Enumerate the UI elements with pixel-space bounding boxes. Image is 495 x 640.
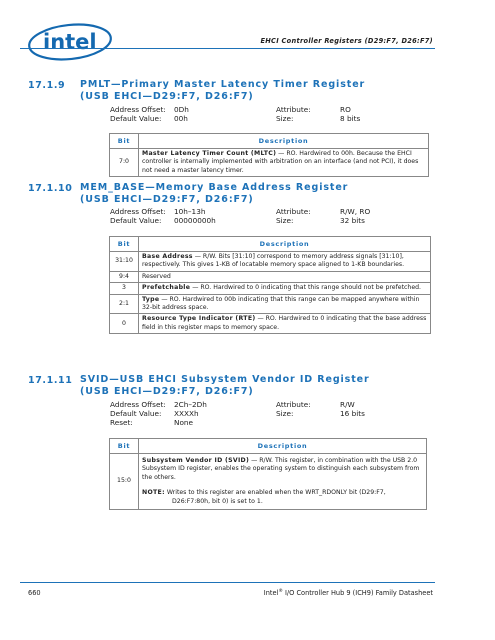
note-text: Writes to this register are enabled when the WRT_RDONLY bit (D29:F7, D26:F7:80h, bit 0) is set to 1. — [164, 489, 386, 505]
field-text: Reserved — [142, 272, 171, 280]
meta-default-label: Default Value: — [110, 409, 162, 418]
bit-cell: 3 — [110, 283, 139, 294]
meta-size-label: Size: — [276, 114, 294, 123]
section-title — [80, 182, 348, 206]
field-text: — R/W. This register, in combination with the USB 2.0 Subsystem ID register, enables the operating system to distinguish each subsystem from the others. — [142, 457, 420, 481]
meta-default-value: 00000000h — [174, 216, 216, 225]
meta-address-value: 2Ch–2Dh — [174, 400, 207, 409]
register-table — [109, 133, 429, 177]
description-cell — [139, 294, 431, 314]
bit-cell: 31:10 — [110, 252, 139, 272]
footer-title-text: I/O Controller Hub 9 (ICH9) Family Datasheet — [282, 589, 433, 598]
field-text: — RO. Hardwired to 00h. Because the EHCI controller is internally implemented with arbitration on an interface (and not PCI), it does not need a master latency timer. — [142, 150, 419, 174]
field-name: Base Address — [142, 253, 193, 260]
field-text: — RO. Hardwired to 0 indicating that this range should not be prefetched. — [190, 284, 422, 292]
header-rule — [20, 48, 435, 49]
description-cell — [139, 454, 427, 510]
bit-cell: 2:1 — [110, 294, 139, 314]
section-number: 17.1.10 — [28, 183, 73, 194]
col-header-bit: Bit — [110, 439, 139, 454]
svg-text:intel: intel — [43, 30, 97, 54]
description-cell — [139, 149, 429, 177]
col-header-bit: Bit — [110, 237, 139, 252]
table-row — [110, 294, 431, 314]
meta-size-value: 32 bits — [340, 216, 365, 225]
meta-attribute-label: Attribute: — [276, 207, 311, 216]
description-cell — [139, 252, 431, 272]
bit-cell: 15:0 — [110, 454, 139, 510]
meta-attribute-label: Attribute: — [276, 105, 311, 114]
section-title — [80, 79, 365, 103]
note-label: NOTE: — [142, 489, 165, 497]
section-number: 17.1.11 — [28, 375, 73, 386]
col-header-description: Description — [139, 237, 431, 252]
footer-rule — [20, 582, 435, 583]
field-text: — RO. Hardwired to 0 indicating that the base address field in this register maps to memory space. — [142, 315, 427, 331]
note — [142, 489, 423, 506]
meta-attribute-value: R/W — [340, 400, 355, 409]
field-description — [142, 457, 423, 482]
table-row — [110, 283, 431, 294]
field-text: — R/W. Bits [31:10] correspond to memory address signals [31:10], respectively. This gives 1-KB of locatable memory space aligned to 1-KB boundaries. — [142, 253, 405, 269]
bit-cell: 0 — [110, 314, 139, 334]
bit-cell: 9:4 — [110, 271, 139, 282]
meta-address-label: Address Offset: — [110, 207, 166, 216]
table-row — [110, 252, 431, 272]
meta-address-value: 10h–13h — [174, 207, 206, 216]
meta-address-label: Address Offset: — [110, 400, 166, 409]
description-cell — [139, 283, 431, 294]
section-title-line2: (USB EHCI—D29:F7, D26:F7) — [80, 386, 254, 397]
meta-size-label: Size: — [276, 409, 294, 418]
registered-mark: ® — [278, 589, 283, 594]
field-name: Subsystem Vendor ID (SVID) — [142, 457, 250, 464]
description-cell — [139, 314, 431, 334]
field-name: Type — [142, 295, 160, 303]
meta-default-value: XXXXh — [174, 409, 199, 418]
bit-cell: 7:0 — [110, 149, 139, 177]
meta-reset-value: None — [174, 418, 194, 427]
col-header-description: Description — [139, 134, 429, 149]
register-table — [109, 438, 427, 510]
table-row — [110, 271, 431, 282]
intel-logo — [26, 20, 114, 64]
field-name: Master Latency Timer Count (MLTC) — [142, 150, 277, 157]
meta-attribute-label: Attribute: — [276, 400, 311, 409]
meta-default-value: 00h — [174, 114, 188, 123]
meta-address-label: Address Offset: — [110, 105, 166, 114]
section-number: 17.1.9 — [28, 80, 66, 91]
section-title-line1: PMLT—Primary Master Latency Timer Register — [80, 79, 366, 90]
table-row — [110, 149, 429, 177]
meta-address-value: 0Dh — [174, 105, 189, 114]
table-row — [110, 314, 431, 334]
register-table — [109, 236, 431, 334]
meta-attribute-value: R/W, RO — [340, 207, 371, 216]
footer-brand: Intel — [263, 589, 279, 598]
col-header-bit: Bit — [110, 134, 139, 149]
description-cell — [139, 271, 431, 282]
footer-doc-title — [264, 589, 433, 597]
col-header-description: Description — [139, 439, 427, 454]
running-header: EHCI Controller Registers (D29:F7, D26:F7) — [260, 37, 433, 45]
section-title-line2: (USB EHCI—D29:F7, D26:F7) — [80, 91, 254, 102]
section-title-line1: SVID—USB EHCI Subsystem Vendor ID Register — [80, 374, 370, 385]
section-title — [80, 374, 370, 398]
section-title-line2: (USB EHCI—D29:F7, D26:F7) — [80, 194, 254, 205]
meta-size-label: Size: — [276, 216, 294, 225]
meta-size-value: 16 bits — [340, 409, 365, 418]
field-name: Resource Type Indicator (RTE) — [142, 315, 256, 323]
table-row — [110, 454, 427, 510]
section-title-line1: MEM_BASE—Memory Base Address Register — [80, 182, 349, 193]
meta-reset-label: Reset: — [110, 418, 133, 427]
field-text: — RO. Hardwired to 00b indicating that this range can be mapped anywhere within 32-bit address space. — [142, 295, 420, 312]
field-name: Prefetchable — [142, 284, 191, 292]
meta-attribute-value: RO — [340, 105, 351, 114]
meta-default-label: Default Value: — [110, 216, 162, 225]
meta-size-value: 8 bits — [340, 114, 361, 123]
meta-default-label: Default Value: — [110, 114, 162, 123]
page-number: 660 — [28, 589, 41, 597]
